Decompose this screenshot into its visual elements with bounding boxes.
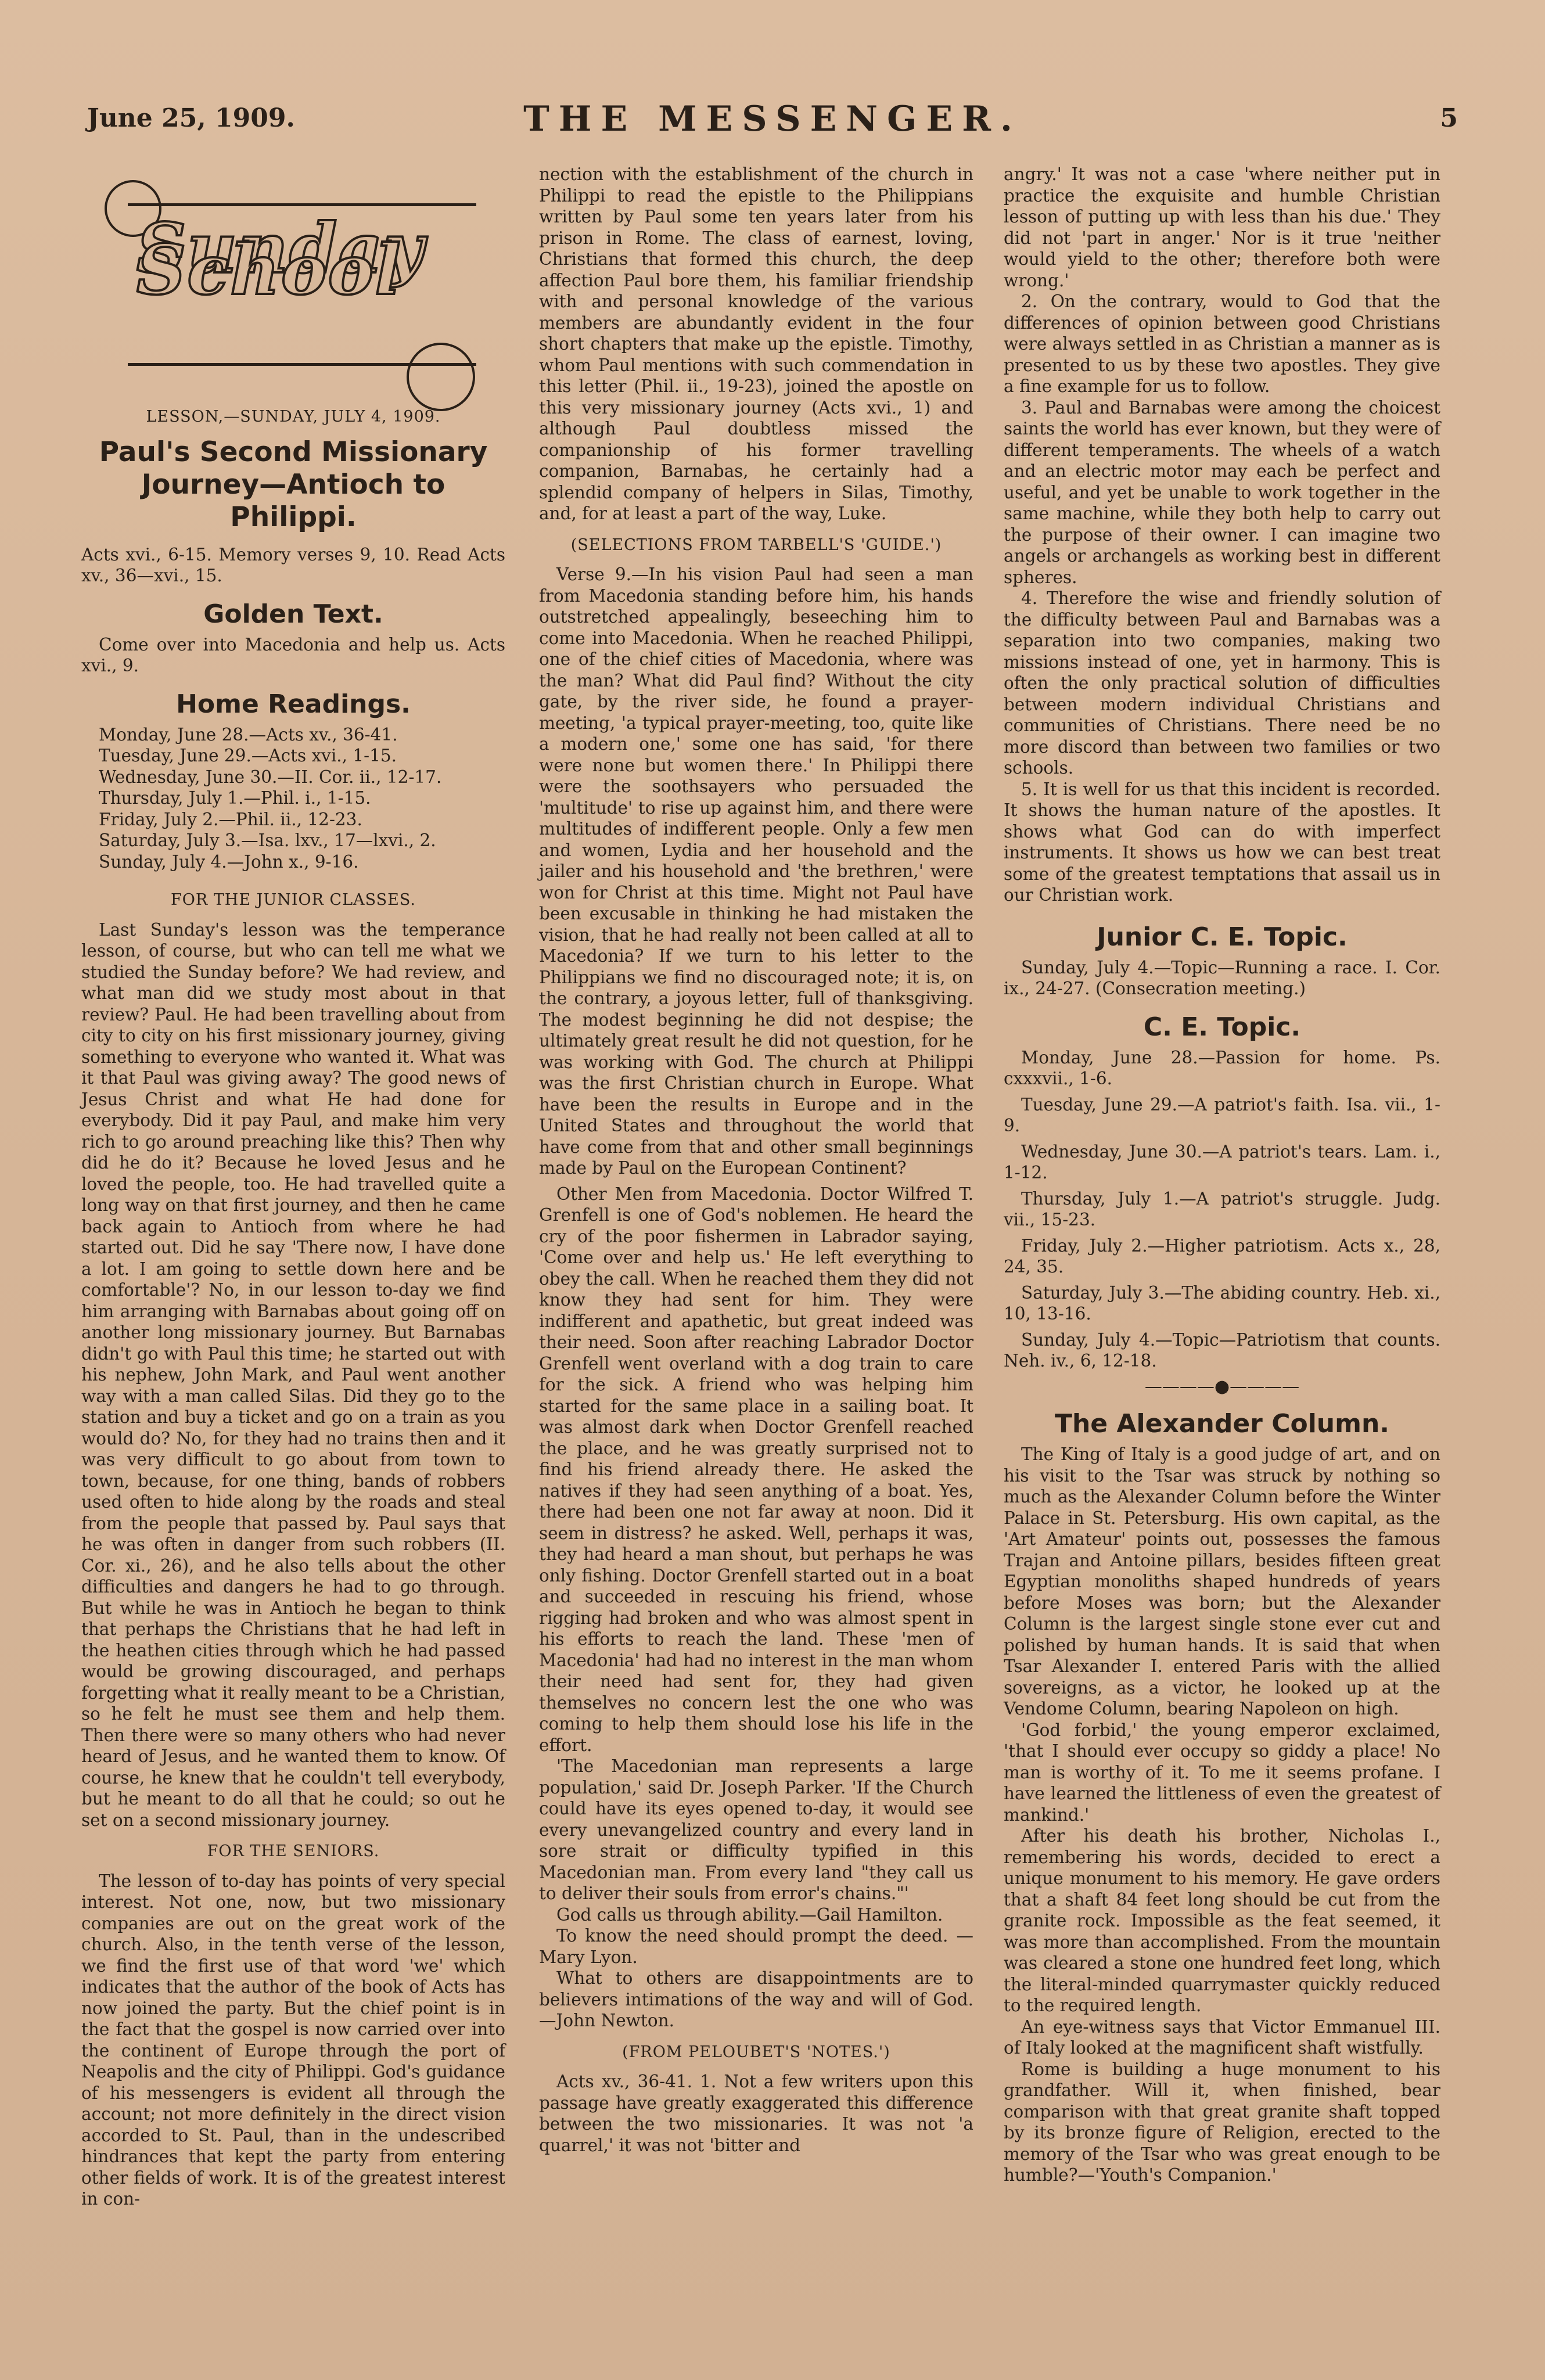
junior-ce-text: Sunday, July 4.—Topic—Running a race. I. Cor. ix., 24-27. (Consecration meeting.) xyxy=(1004,957,1440,998)
list-item: Wednesday, June 30.—II. Cor. ii., 12-17. xyxy=(99,767,442,787)
issue-date: June 25, 1909. xyxy=(87,103,295,133)
paragraph: Verse 9.—In his vision Paul had seen a man from Macedonia standing before him, his hands outstretched appealingly, beseeching him to come into Macedonia. When he reached Philippi, one of the chief cities of Macedonia, where was the man? What did Paul find? Without the city gate, by the river side, he found a prayer-meeting, 'a typical prayer-meeting, too, quite like a modern one,' some one has said, 'for there were none but women there.' In Philippi there were the soothsayers who persuaded the 'multitude' to rise up against him, and there were multitudes of indifferent people. Only a few men and women, Lydia and her household and the jailer and his household and 'the brethren,' were won for Christ at this time. Might not Paul have been excusable in thinking he had mistaken the vision, that he had really not been called at all to Macedonia? If we turn to his letter to the Philippians we find no discouraged note; it is, on the contrary, a joyous letter, full of thanksgiving. The modest beginning he did not despise; the ultimately great result he did not question, for he was working with God. The church at Philippi was the first Christian church in Europe. What have been the results in Europe and in the United States and throughout the world that have come from that and other small beginnings made by Paul on the European Continent? xyxy=(539,565,973,1178)
list-item: Saturday, July 3.—The abiding country. Heb. xi., 10, 13-16. xyxy=(1004,1282,1440,1324)
paragraph: An eye-witness says that Victor Emmanuel III. of Italy looked at the magnificent shaft wistfully. xyxy=(1004,2016,1440,2058)
paragraph: 2. On the contrary, would to God that the differences of opinion between good Christians were always settled in as Christian a manner as is presented to us by these two apostles. They give a fine example for us to follow. xyxy=(1004,292,1440,396)
home-readings-list xyxy=(81,724,505,873)
paragraph: The King of Italy is a good judge of art, and on his visit to the Tsar was struck by nothing so much as the Alexander Column before the Winter Palace in St. Petersburg. His own capital, as the 'Art Amateur' points out, possesses the famous Trajan and Antoine pillars, besides fifteen great Egyptian monoliths shaped hundreds of years before Moses was born; but the Alexander Column is the largest single stone ever cut and polished by human hands. It is said that when Tsar Alexander I. entered Paris with the allied sovereigns, as a victor, he looked up at the Vendome Column, bearing Napoleon on high. xyxy=(1004,1444,1440,1719)
list-item: Thursday, July 1.—A patriot's struggle. Judg. vii., 15-23. xyxy=(1004,1188,1440,1229)
sunday-school-logo xyxy=(81,168,505,412)
paragraph: Acts xv., 36-41. 1. Not a few writers upon this passage have greatly exaggerated this difference between the two missionaries. It was not 'a quarrel,' it was not 'bitter and xyxy=(539,2072,973,2155)
list-item: Monday, June 28.—Passion for home. Ps. cxxxvii., 1-6. xyxy=(1004,1047,1440,1088)
lesson-date-line: LESSON,—SUNDAY, JULY 4, 1909. xyxy=(146,408,441,426)
column-3 xyxy=(1004,164,1440,2186)
masthead xyxy=(87,99,1458,145)
list-item: Sunday, July 4.—John x., 9-16. xyxy=(99,851,359,872)
golden-text: Come over into Macedonia and help us. Acts xvi., 9. xyxy=(81,634,505,675)
list-item: Sunday, July 4.—Topic—Patriotism that counts. Neh. iv., 6, 12-18. xyxy=(1004,1329,1440,1371)
list-item: Wednesday, June 30.—A patriot's tears. Lam. i., 1-12. xyxy=(1004,1141,1440,1182)
list-item: Friday, July 2.—Higher patriotism. Acts x., 28, 24, 35. xyxy=(1004,1235,1440,1277)
lesson-title: Paul's Second Missionary Journey—Antioch to Philippi. xyxy=(99,436,488,533)
column-1 xyxy=(81,168,505,2210)
seniors-text: The lesson of to-day has points of very special interest. Not one, now, but two missionary companies are out on the great work of the church. Also, in the tenth verse of the lesson, we find the first use of that word 'we' which indicates that the author of the book of Acts has now joined the party. But the chief point is in the fact that the gospel is now carried over into the continent of Europe through the port of Neapolis and the city of Philippi. God's guidance of his messengers is evident all through the account; not more definitely in the direct vision accorded to St. Paul, than in the undescribed hindrances that kept the party from entering other fields of work. It is of the greatest interest in con- xyxy=(81,1871,505,2209)
junior-ce-heading: Junior C. E. Topic. xyxy=(1097,922,1348,952)
paragraph: Rome is building a huge monument to his grandfather. Will it, when finished, bear comparison with that great granite shaft topped by its bronze figure of Religion, erected to the memory of the Tsar who was great enough to be humble?—'Youth's Companion.' xyxy=(1004,2059,1440,2185)
junior-classes-heading: FOR THE JUNIOR CLASSES. xyxy=(171,891,416,909)
paragraph: 4. Therefore the wise and friendly solution of the difficulty between Paul and Barnabas was a separation into two companies, making two missions instead of one, yet in harmony. This is often the only practical solution of difficulties between modern individual Christians and communities of Christians. There need be no more discord than between two families or two schools. xyxy=(1004,588,1440,778)
paragraph: 'God forbid,' the young emperor exclaimed, 'that I should ever occupy so giddy a place! No man is worthy of it. To me it seems profane. I have learned the littleness of even the greatest of mankind.' xyxy=(1004,1720,1440,1825)
column-2 xyxy=(539,164,973,2156)
ce-topic-heading: C. E. Topic. xyxy=(1143,1012,1301,1042)
logo-lettering: Sunday School xyxy=(136,208,425,310)
paragraph: nection with the establishment of the church in Philippi to read the epistle to the Philippians written by Paul some ten years later from his prison in Rome. The class of earnest, loving, Christians that formed this church, the deep affection Paul bore them, his familiar friendship with and personal knowledge of the various members are abundantly evident in the four short chapters that make up the epistle. Timothy, whom Paul mentions with such commendation in this letter (Phil. ii., 19-23), joined the apostle on this very missionary journey (Acts xvi., 1) and although Paul doubtless missed the companionship of his former travelling companion, Barnabas, he certainly had a splendid company of helpers in Silas, Timothy, and, for at least a part of the way, Luke. xyxy=(539,164,973,523)
seniors-heading: FOR THE SENIORS. xyxy=(207,1842,380,1860)
paragraph: 'The Macedonian man represents a large population,' said Dr. Joseph Parker. 'If the Church could have its eyes opened to-day, it would see every unevangelized country and every land in sore strait or difficulty typified in this Macedonian man. From every land "they call us to deliver their souls from error's chains."' xyxy=(539,1756,973,1903)
paragraph: 5. It is well for us that this incident is recorded. It shows the human nature of the apostles. It shows what God can do with imperfect instruments. It shows us how we can best treat some of the greatest temptations that assail us in our Christian work. xyxy=(1004,779,1440,905)
paragraph: God calls us through ability.—Gail Hamilton. xyxy=(556,1904,943,1925)
junior-classes-text: Last Sunday's lesson was the temperance lesson, of course, but who can tell me what we studied the Sunday before? We had review, and what man did we study most about in that review? Paul. He had been travelling about from city to city on his first missionary journey, giving something to everyone who wanted it. What was it that Paul was giving away? The good news of Jesus Christ and what He had done for everybody. Did it pay Paul, and make him very rich to go around preaching like this? Then why did he do it? Because he loved Jesus and he loved the people, too. He had travelled quite a long way on that first journey, and then he came back again to Antioch from where he had started out. Did he say 'There now, I have done a lot. I am going to settle down here and be comfortable'? No, in our lesson to-day we find him arranging with Barnabas about going off on another long missionary journey. But Barnabas didn't go with Paul this time; he started out with his nephew, John Mark, and Paul went another way with a man called Silas. Did they go to the station and buy a ticket and go on a train as you would do? No, for they had no trains then and it was very difficult to go about from town to town, because, for one thing, bands of robbers used often to hide along by the roads and steal from the people that passed by. Paul says that he was often in danger from such robbers (II. Cor. xi., 26), and he also tells about the other difficulties and dangers he had to go through. But while he was in Antioch he began to think that perhaps the Christians that he had left in the heathen cities through which he had passed would be growing discouraged, and perhaps forgetting what it really meant to be a Christian, so he felt he must see them and help them. Then there were so many others who had never heard of Jesus, and he wanted them to know. Of course, he knew that he couldn't tell everybody, but he meant to do all that he could; so out he set on a second missionary journey. xyxy=(81,919,505,1830)
peloubet-heading: (FROM PELOUBET'S 'NOTES.') xyxy=(622,2043,890,2061)
paragraph: To know the need should prompt the deed. —Mary Lyon. xyxy=(539,1926,973,1967)
paragraph: What to others are disappointments are to believers intimations of the way and will of God.—John Newton. xyxy=(539,1968,973,2030)
tarbell-heading: (SELECTIONS FROM TARBELL'S 'GUIDE.') xyxy=(570,535,942,554)
home-readings-heading: Home Readings. xyxy=(176,689,411,719)
list-item: Saturday, July 3.—Isa. lxv., 17—lxvi., 2. xyxy=(99,831,436,850)
lesson-references: Acts xvi., 6-15. Memory verses 9, 10. Read Acts xv., 36—xvi., 15. xyxy=(81,544,505,585)
paper-title: THE MESSENGER. xyxy=(523,99,1022,139)
page-number: 5 xyxy=(1440,103,1458,133)
paragraph: 3. Paul and Barnabas were among the choicest saints the world has ever known, but they were of different temperaments. The wheels of a watch and an electric motor may each be perfect and useful, and yet be unable to work together in the same machine, while they both help to carry out the purpose of their owner. I can imagine two angels or archangels as working best in different spheres. xyxy=(1004,397,1440,587)
list-item: Friday, July 2.—Phil. ii., 12-23. xyxy=(99,809,362,829)
paragraph: Other Men from Macedonia. Doctor Wilfred T. Grenfell is one of God's noblemen. He heard the cry of the poor fishermen in Labrador saying, 'Come over and help us.' He left everything to obey the call. When he reached them they did not know they had sent for him. They were indifferent and apathetic, but great indeed was their need. Soon after reaching Labrador Doctor Grenfell went overland with a dog train to care for the sick. A friend who was helping him started for the same place in a sailing boat. It was almost dark when Doctor Grenfell reached the place, and he was greatly surprised not to find his friend already there. He asked the natives if they had seen anything of a boat. Yes, there had been one not far away at noon. Did it seem in distress? he asked. Well, perhaps it was, they had heard a man shout, but perhaps he was only fishing. Doctor Grenfell started out in a boat and succeeded in rescuing his friend, whose rigging had broken and who was almost spent in his efforts to reach the land. These 'men of Macedonia' had had no interest in the man whom their need had sent for, they had given themselves no concern lest the one who was coming to help them should lose his life in the effort. xyxy=(539,1184,973,1755)
list-item: Monday, June 28.—Acts xv., 36-41. xyxy=(99,724,398,745)
alexander-column-heading: The Alexander Column. xyxy=(1054,1409,1390,1439)
list-item: Tuesday, June 29.—Acts xvi., 1-15. xyxy=(99,746,397,765)
paragraph: After his death his brother, Nicholas I., remembering his words, decided to erect a unique monument to his memory. He gave orders that a shaft 84 feet long should be cut from the granite rock. Impossible as the feat seemed, it was more than accomplished. From the mountain was cleared a stone one hundred feet long, which the literal-minded quarrymaster quickly reduced to the required length. xyxy=(1004,1826,1440,2015)
flower-ornament-icon xyxy=(407,343,475,411)
list-item: Thursday, July 1.—Phil. i., 1-15. xyxy=(99,788,371,808)
golden-text-heading: Golden Text. xyxy=(203,599,383,629)
ce-topic-list xyxy=(1004,1047,1440,1372)
paragraph: angry.' It was not a case 'where neither put in practice the exquisite and humble Christian lesson of putting up with less than his due.' They did not 'part in anger.' Nor is it true 'neither would yield to the other; therefore both were wrong.' xyxy=(1004,164,1440,290)
list-item: Tuesday, June 29.—A patriot's faith. Isa. vii., 1-9. xyxy=(1004,1094,1440,1135)
divider-ornament-icon: ————●———— xyxy=(1144,1376,1300,1397)
